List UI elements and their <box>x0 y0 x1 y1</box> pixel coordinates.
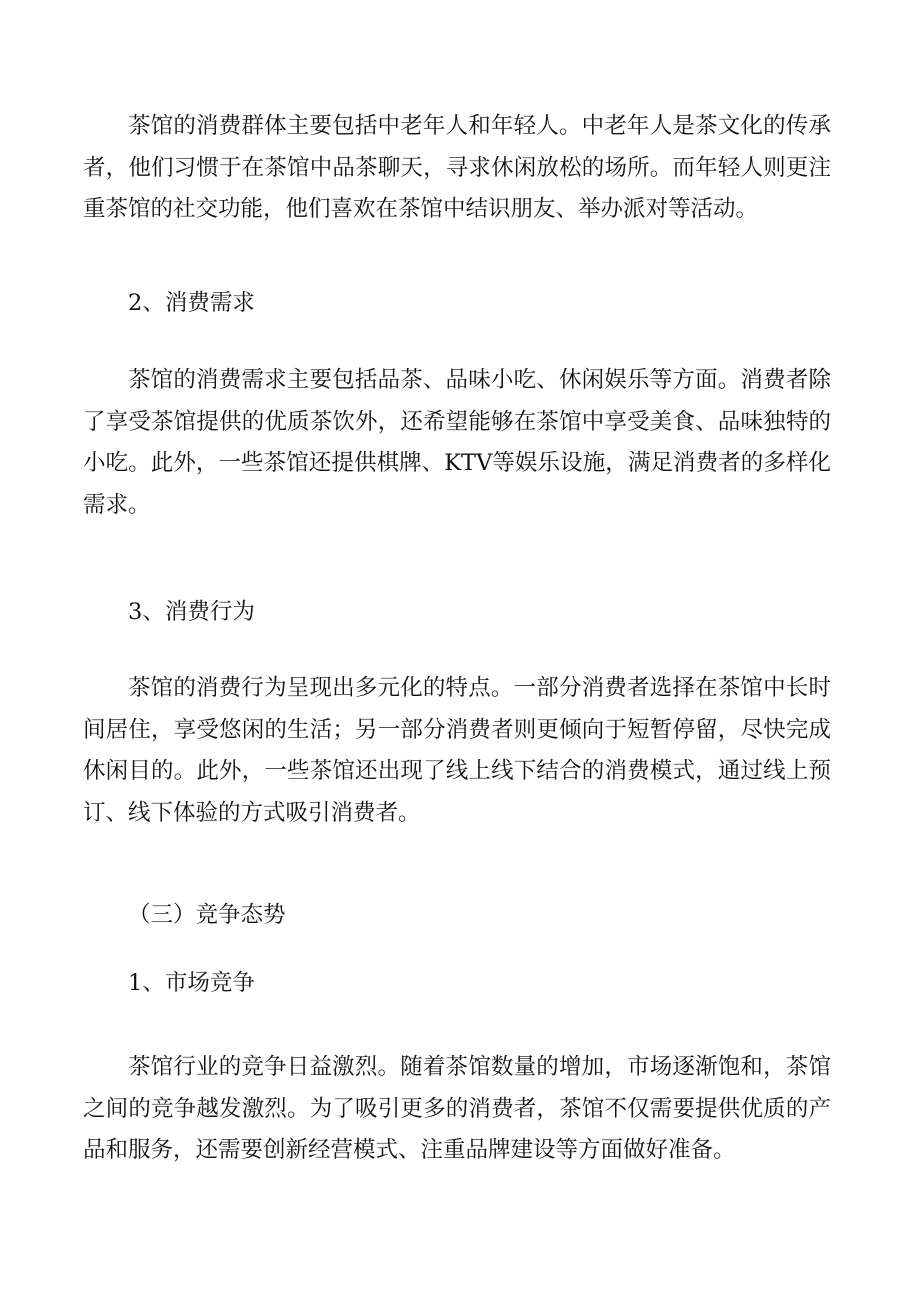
heading-competition-section: （三）竞争态势 <box>128 902 286 928</box>
paragraph-consumer-groups: 茶馆的消费群体主要包括中老年人和年轻人。中老年人是茶文化的传承者，他们习惯于在茶馆中品茶聊天，寻求休闲放松的场所。而年轻人则更注重茶馆的社交功能，他们喜欢在茶馆中结识朋友、举办派对等活动。 <box>83 113 831 222</box>
paragraph-consumer-demand: 茶馆的消费需求主要包括品茶、品味小吃、休闲娱乐等方面。消费者除了享受茶馆提供的优质茶饮外，还希望能够在茶馆中享受美食、品味独特的小吃。此外，一些茶馆还提供棋牌、KTV等娱乐设施，满足消费者的多样化需求。 <box>83 367 831 518</box>
paragraph-consumer-behavior: 茶馆的消费行为呈现出多元化的特点。一部分消费者选择在茶馆中长时间居住，享受悠闲的生活；另一部分消费者则更倾向于短暂停留，尽快完成休闲目的。此外，一些茶馆还出现了线上线下结合的消费模式，通过线上预订、线下体验的方式吸引消费者。 <box>83 675 831 826</box>
heading-consumer-behavior: 3、消费行为 <box>128 599 255 625</box>
heading-consumer-demand: 2、消费需求 <box>128 290 255 316</box>
heading-market-competition: 1、市场竞争 <box>128 970 255 996</box>
paragraph-market-competition: 茶馆行业的竞争日益激烈。随着茶馆数量的增加，市场逐渐饱和，茶馆之间的竞争越发激烈。为了吸引更多的消费者，茶馆不仅需要提供优质的产品和服务，还需要创新经营模式、注重品牌建设等方面做好准备。 <box>83 1054 831 1163</box>
